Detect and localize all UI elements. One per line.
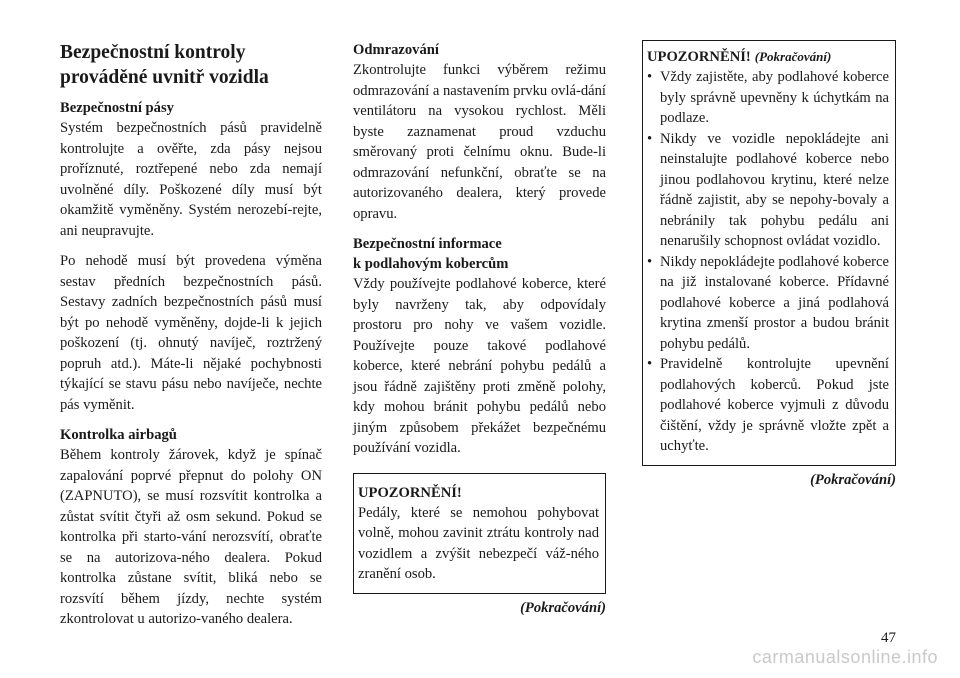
warning-bullet-list (647, 67, 889, 457)
warning-title: UPOZORNĚNÍ! (358, 484, 462, 501)
paragraph-floor-mats: Vždy používejte podlahové koberce, které byly navrženy tak, aby odpovídaly prostoru pro nohy ve vašem vozidle. Používejte pouze takové podlahové koberce, které nebrání pohybu pedálů a jsou řádně zajištěny proti změně polohy, kdy mohou bránit pohybu pedálů nebo jiným způsobem překážet bezpečnému používání vozidla. (353, 276, 606, 456)
section-title-defrost: Odmrazování (353, 42, 439, 58)
warning-title-text: UPOZORNĚNÍ! (647, 49, 751, 65)
paragraph-seat-belts-2: Po nehodě musí být provedena výměna sestav předních bezpečnostních pásů. Sestavy zadních bezpečnostních pásů musí být po nehodě vyměněny, dojde-li k jejich poškození (tj. ohnutý navíječ, roztržený popruh atd.). Máte-li nějaké pochybnosti týkající se stavu pásu nebo navíječe, nechte pás vyměnit. (60, 253, 322, 413)
paragraph-defrost: Zkontrolujte funkci výběrem režimu odmrazování a nastavením prvku ovlá-dání ventilátoru na vysokou rychlost. Měli byste zaznamenat proud vzduchu směrovaný proti čelnímu oknu. Bude-li odmrazování nefunkční, obraťte se na autorizovaného dealera, který provede opravu. (353, 62, 606, 222)
warning-box-floor-mats (642, 40, 896, 466)
column-right (642, 40, 896, 490)
column-left (60, 40, 322, 640)
list-item: • Nikdy nepokládejte podlahové koberce na již instalované koberce. Přídavné podlahové koberce a jiná podlahová krytina zmenší prostor a budou bránit pohybu pedálů. (647, 252, 889, 355)
section-title-floor-mats-1: Bezpečnostní informace (353, 236, 502, 252)
warning-box-pedals (353, 473, 606, 594)
list-item: • Pravidelně kontrolujte upevnění podlahových koberců. Pokud jste podlahové koberce vyjmuli z důvodu čištění, vždy je správně vložte zpět a uchyťte. (647, 354, 889, 457)
continued-label: (Pokračování) (810, 471, 896, 488)
page-number: 47 (881, 630, 896, 646)
warning-title-continued (647, 47, 889, 67)
paragraph-seat-belts-1: Systém bezpečnostních pásů pravidelně kontrolujte a ověřte, zda pásy nejsou proříznuté, roztřepené nebo zda nemají uvolněné díly. Poškozené díly musí být okamžitě vyměněny. Systém nerozebí-rejte, ani neupravujte. (60, 120, 322, 239)
continued-label: (Pokračování) (520, 599, 606, 616)
paragraph-airbag-light: Během kontroly žárovek, když je spínač zapalování poprvé přepnut do polohy ON (ZAPNUTO), se musí rozsvítit kontrolka a zůstat svítit čtyři až osm sekund. Pokud se kontrolka při starto-vání nerozsvítí, obraťte se na autorizova-ného dealera. Pokud kontrolka zůstane svítit, bliká nebo se rozsvítí během jízdy, nechte systém zkontrolovat u autorizo-vaného dealera. (60, 447, 322, 627)
page-heading: Bezpečnostní kontroly prováděné uvnitř vozidla (60, 42, 269, 88)
section-title-floor-mats-2: k podlahovým kobercům (353, 256, 509, 272)
list-item: • Vždy zajistěte, aby podlahové koberce byly správně upevněny k úchytkám na podlaze. (647, 67, 889, 129)
warning-title-suffix: (Pokračování) (754, 49, 832, 64)
watermark: carmanualsonline.info (752, 647, 938, 667)
list-item: • Nikdy ve vozidle nepokládejte ani neinstalujte podlahové koberce nebo jinou podlahovou krytinu, které nelze řádně zajistit, aby se nepohy-bovaly a nebránily tak pohybu pedálu ani nenarušily schopnost ovládat vozidlo. (647, 129, 889, 252)
warning-text: Pedály, které se nemohou pohybovat volně, mohou zavinit ztrátu kontroly nad vozidlem a zvýšit nebezpečí váž-ného zranění osob. (358, 504, 599, 582)
section-title-seat-belts: Bezpečnostní pásy (60, 100, 174, 116)
column-middle (353, 40, 606, 618)
section-title-airbag-light: Kontrolka airbagů (60, 427, 177, 443)
